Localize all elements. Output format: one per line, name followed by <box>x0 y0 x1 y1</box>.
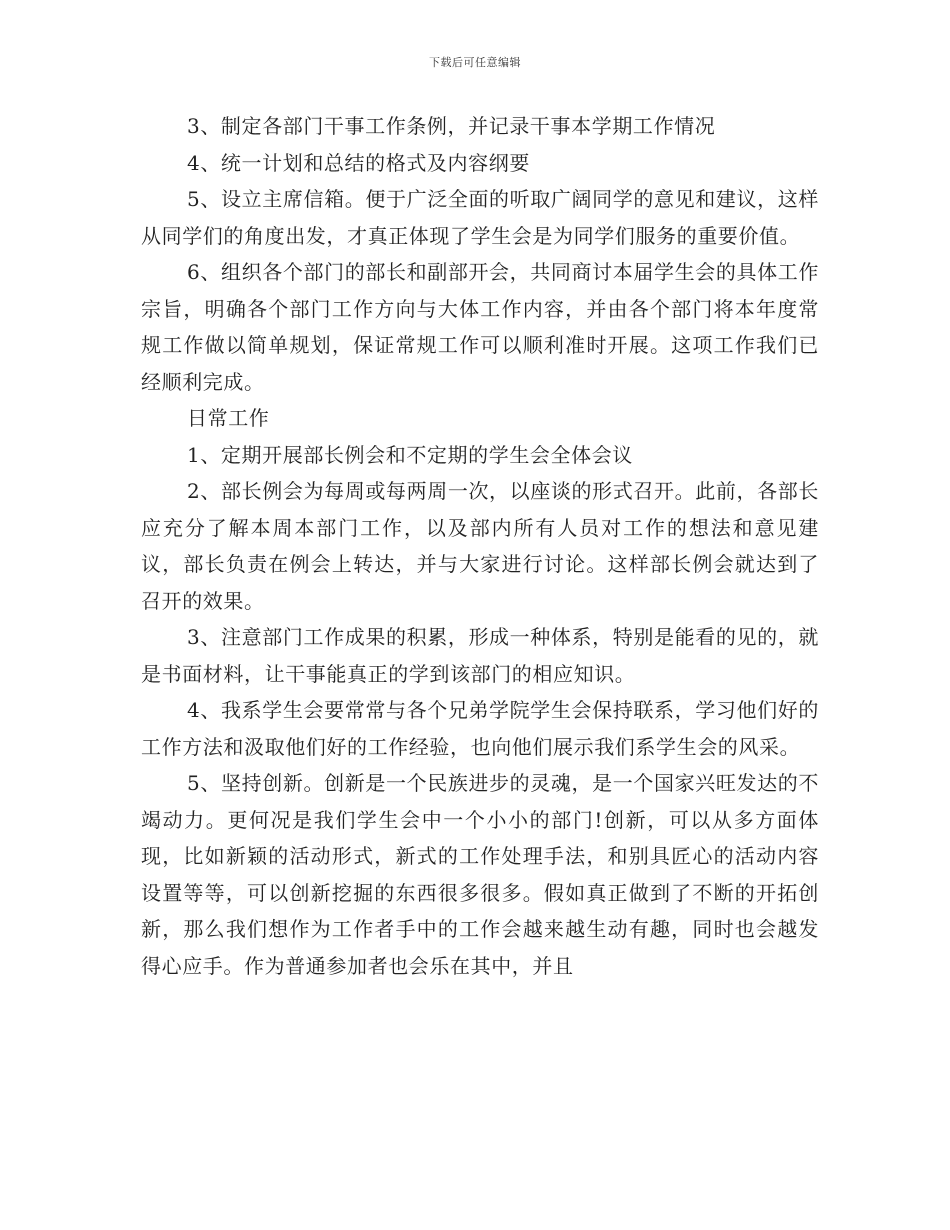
paragraph-item-5: 5、设立主席信箱。便于广泛全面的听取广阔同学的意见和建议，这样从同学们的角度出发，才真正体现了学生会是为同学们服务的重要价值。 <box>141 187 819 248</box>
paragraph-daily-2: 2、部长例会为每周或每两周一次，以座谈的形式召开。此前，各部长应充分了解本周本部门工作，以及部内所有人员对工作的想法和意见建议，部长负责在例会上转达，并与大家进行讨论。这样部长例会就达到了召开的效果。 <box>141 479 819 613</box>
page-header-note: 下载后可任意编辑 <box>429 56 521 69</box>
section-heading-daily-work: 日常工作 <box>187 406 270 430</box>
paragraph-daily-1: 1、定期开展部长例会和不定期的学生会全体会议 <box>187 442 633 467</box>
paragraph-item-6: 6、组织各个部门的部长和副部开会，共同商讨本届学生会的具体工作宗旨，明确各个部门工作方向与大体工作内容，并由各个部门将本年度常规工作做以简单规划，保证常规工作可以顺利准时开展。这项工作我们已经顺利完成。 <box>141 260 819 394</box>
paragraph-item-3: 3、制定各部门干事工作条例，并记录干事本学期工作情况 <box>187 114 716 138</box>
paragraph-daily-4: 4、我系学生会要常常与各个兄弟学院学生会保持联系，学习他们好的工作方法和汲取他们好的工作经验，也向他们展示我们系学生会的风采。 <box>141 698 819 759</box>
paragraph-daily-3: 3、注意部门工作成果的积累，形成一种体系，特别是能看的见的，就是书面材料，让干事能真正的学到该部门的相应知识。 <box>141 625 819 686</box>
document-body <box>141 108 819 984</box>
paragraph-daily-5: 5、坚持创新。创新是一个民族进步的灵魂，是一个国家兴旺发达的不竭动力。更何况是我们学生会中一个小小的部门!创新，可以从多方面体现，比如新颖的活动形式，新式的工作处理手法，和别具匠心的活动内容设置等等，可以创新挖掘的东西很多很多。假如真正做到了不断的开拓创新，那么我们想作为工作者手中的工作会越来越生动有趣，同时也会越发得心应手。作为普通参加者也会乐在其中，并且 <box>141 771 819 978</box>
paragraph-item-4: 4、统一计划和总结的格式及内容纲要 <box>187 150 530 175</box>
